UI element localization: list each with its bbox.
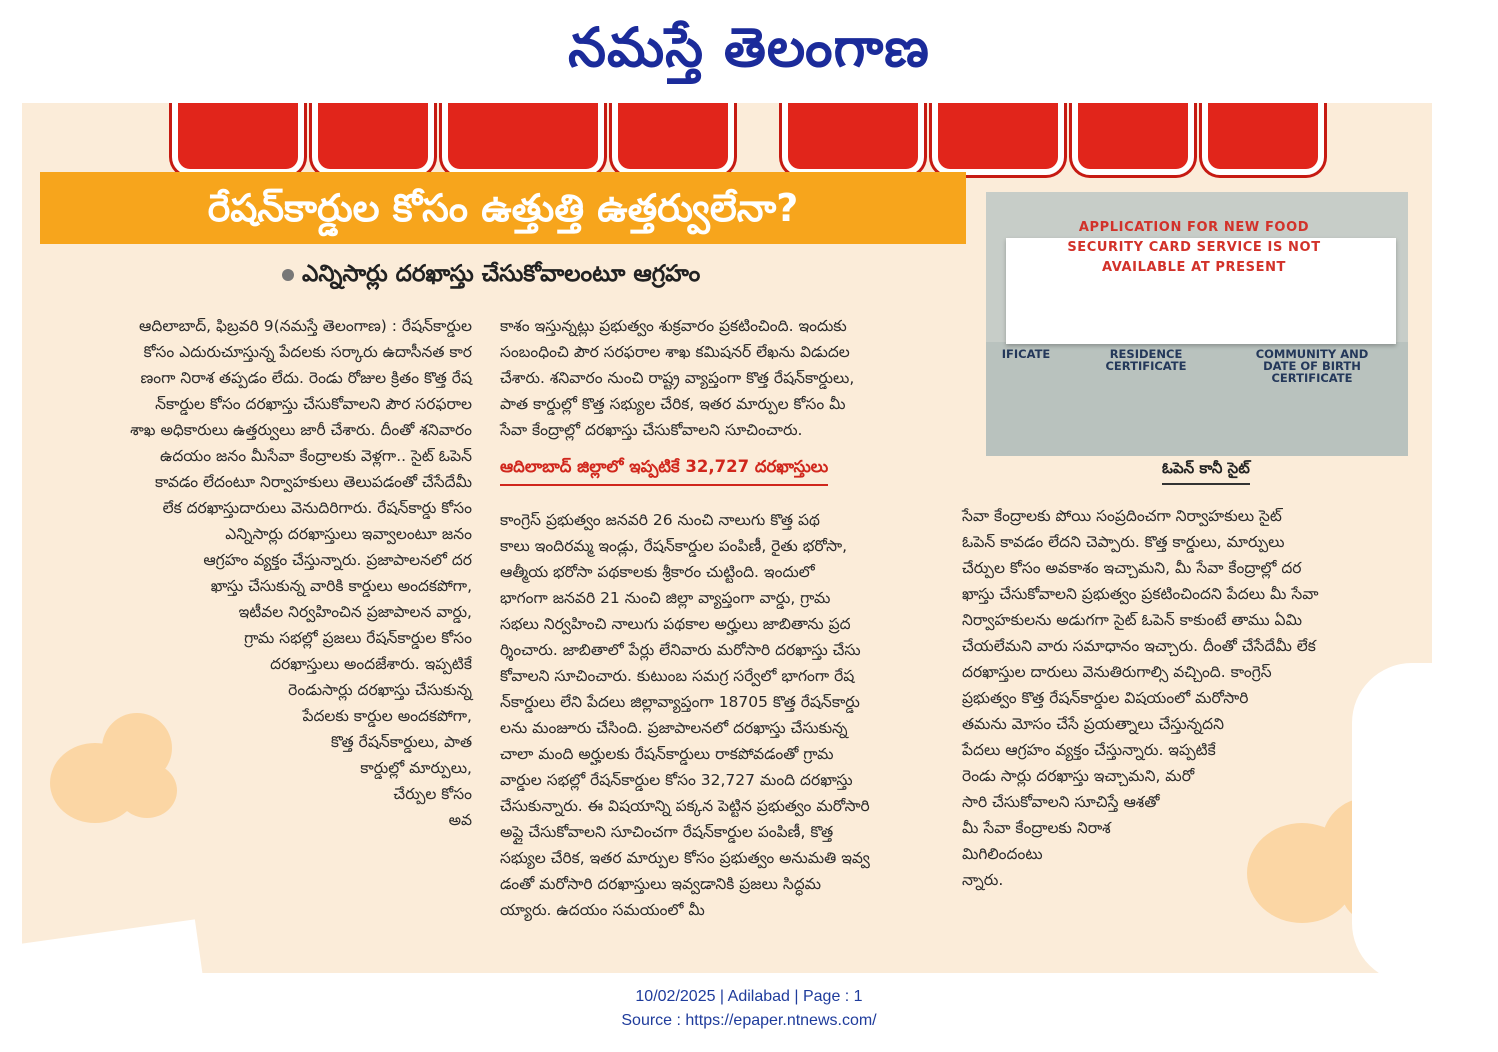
photo-notice-text: [1014, 218, 1374, 278]
text-line: మిగిలిందంటు: [962, 845, 1043, 863]
label-line: COMMUNITY AND: [1255, 347, 1369, 361]
text-line: అప్లై చేసుకోవాలని సూచించగా రేషన్‌కార్డుల పంపిణీ, కొత్త: [500, 823, 834, 841]
label-line: DATE OF BIRTH: [1263, 359, 1361, 373]
text-line: సభ్యుల చేరిక, ఇతర మార్పుల కోసం ప్రభుత్వం అనుమతి ఇవ్వ: [500, 849, 870, 867]
text-line: మీ సేవా కేంద్రాలకు నిరాశ: [962, 819, 1111, 837]
text-line: నిర్వాహకులను అడుగగా సైట్ ఓపెన్ కాకుంటే తాము ఏమి: [962, 611, 1302, 629]
text-line: డంతో మరోసారి దరఖాస్తులు ఇవ్వడానికి ప్రజలు సిద్ధమ: [500, 875, 822, 893]
article-clipping: [22, 103, 1432, 973]
text-line: ప్రభుత్వం కొత్త రేషన్‌కార్డుల విషయంలో మరోసారి: [962, 689, 1249, 707]
text-line: రెండుసార్లు దరఖాస్తు చేసుకున్న: [288, 681, 472, 699]
red-banner-graphic: [172, 103, 1322, 183]
text-line: చేర్పుల కోసం: [393, 785, 472, 803]
text-line: తమను మోసం చేసే ప్రయత్నాలు చేస్తున్నదని: [962, 715, 1224, 733]
text-line: ఓపెన్ కావడం లేదని చెప్పారు. కొత్త కార్డులు, మార్పులు: [962, 533, 1285, 551]
text-line: పేదలు ఆగ్రహం వ్యక్తం చేస్తున్నారు. ఇప్పటికే: [962, 741, 1216, 759]
photo-label-left: IFICATE: [1001, 347, 1051, 361]
text-line: ఉదయం జనం మీసేవా కేంద్రాలకు వెళ్లగా.. సైట్ ఓపెన్: [159, 447, 472, 465]
text-line: కాశం ఇస్తున్నట్లు ప్రభుత్వం శుక్రవారం ప్రకటించింది. ఇందుకు: [500, 317, 847, 335]
text-line: రెండు సార్లు దరఖాస్తు ఇచ్చామని, మరో: [962, 767, 1195, 785]
label-line: RESIDENCE: [1109, 347, 1183, 361]
text-line: పాత కార్డుల్లో కొత్త సభ్యుల చేరిక, ఇతర మార్పుల కోసం మీ: [500, 395, 846, 413]
footer-page-info: 10/02/2025 | Adilabad | Page : 1: [635, 988, 863, 1005]
highlight-subheading: ఆదిలాబాద్ జిల్లాలో ఇప్పటికే 32,727 దరఖాస్తులు: [500, 457, 828, 486]
notice-line: SECURITY CARD SERVICE IS NOT: [1067, 240, 1321, 255]
headline-bar: [40, 172, 966, 244]
text-line: ర్శించారు. జాబితాలో పేర్లు లేనివారు మరోసారి దరఖాస్తు చేసు: [500, 641, 861, 659]
text-line: య్యారు. ఉదయం సమయంలో మీ: [500, 901, 705, 919]
article-column-3: [962, 503, 1402, 893]
text-line: చేసుకున్నారు. ఈ విషయాన్ని పక్కన పెట్టిన ప్రభుత్వం మరోసారి: [500, 797, 870, 815]
text-line: కాంగ్రెస్ ప్రభుత్వం జనవరి 26 నుంచి నాలుగు కొత్త పథ: [500, 511, 820, 529]
text-line: న్నారు.: [962, 871, 1004, 889]
text-line: చేయలేమని వారు సమాధానం ఇచ్చారు. దీంతో చేసేదేమీ లేక: [962, 637, 1316, 655]
photo-caption: ఓపెన్ కానీ సైట్: [1162, 459, 1250, 485]
text-line: ఖాస్తు చేసుకున్న వారికి కార్డులు అందకపోగా,: [210, 577, 472, 595]
text-line: ఎన్నిసార్లు దరఖాస్తులు ఇవ్వాలంటూ జనం: [225, 525, 472, 543]
text-line: భాగంగా జనవరి 21 నుంచి జిల్లా వ్యాప్తంగా వార్డు, గ్రామ: [500, 589, 831, 607]
text-line: ఆదిలాబాద్, ఫిబ్రవరి 9(నమస్తే తెలంగాణ) : రేషన్‌కార్డుల: [139, 317, 472, 335]
text-line: ఆత్మీయ భరోసా పథకాలకు శ్రీకారం చుట్టింది. ఇందులో: [500, 563, 815, 581]
photo-label-mid: [1086, 348, 1206, 372]
article-photo: [986, 192, 1408, 456]
text-line: కావడం లేదంటూ నిర్వాహకులు తెలుపడంతో చేసేదేమీ: [155, 473, 472, 491]
bullet-icon: [282, 269, 294, 281]
text-line: వార్డుల సభల్లో రేషన్‌కార్డుల కోసం 32,727 మంది దరఖాస్తు: [500, 771, 853, 789]
text-line: న్‌కార్డుల కోసం దరఖాస్తు చేసుకోవాలని పౌర సరఫరాల: [155, 395, 472, 413]
text-line: దరఖాస్తులు అందజేశారు. ఇప్పటికే: [270, 655, 472, 673]
decor-corner-left: [22, 919, 203, 973]
text-line: సారి చేసుకోవాలని సూచిస్తే ఆశతో: [962, 793, 1160, 811]
photo-label-right: [1232, 348, 1392, 384]
article-column-1: [52, 313, 472, 833]
notice-line: APPLICATION FOR NEW FOOD: [1078, 220, 1310, 235]
text-line: చేశారు. శనివారం నుంచి రాష్ట్ర వ్యాప్తంగా కొత్త రేషన్‌కార్డులు,: [500, 369, 855, 387]
text-line: లేక దరఖాస్తుదారులు వెనుదిరిగారు. రేషన్‌కార్డు కోసం: [162, 499, 472, 517]
text-line: శాఖ అధికారులు ఉత్తర్వులు జారీ చేశారు. దీంతో శనివారం: [130, 421, 472, 439]
article-headline: రేషన్‌కార్డుల కోసం ఉత్తుత్తి ఉత్తర్వులేనా?: [207, 186, 799, 230]
text-line: ఇటీవల నిర్వహించిన ప్రజాపాలన వార్డు,: [238, 603, 472, 621]
text-line: న్‌కార్డులు లేని పేదలు జిల్లావ్యాప్తంగా 18705 కొత్త రేషన్‌కార్డు: [500, 693, 860, 711]
text-line: ణంగా నిరాశ తప్పడం లేదు. రెండు రోజుల క్రితం కొత్త రేష: [140, 369, 472, 387]
text-line: చేర్పుల కోసం అవకాశం ఇచ్చామని, మీ సేవా కేంద్రాల్లో దర: [962, 559, 1302, 577]
article-subheadline: [282, 261, 882, 293]
text-line: పేదలకు కార్డుల అందకపోగా,: [302, 707, 472, 725]
text-line: ఆగ్రహం వ్యక్తం చేస్తున్నారు. ప్రజాపాలనలో దర: [203, 551, 472, 569]
text-line: ఖాస్తు చేసుకోవాలని ప్రభుత్వం ప్రకటించిందని పేదలు మీ సేవా: [962, 585, 1319, 603]
text-line: కోసం ఎదురుచూస్తున్న పేదలకు సర్కారు ఉదాసీనత కార: [143, 343, 472, 361]
text-line: కాలు ఇందిరమ్మ ఇండ్లు, రేషన్‌కార్డుల పంపిణీ, రైతు భరోసా,: [500, 537, 848, 555]
text-line: సేవా కేంద్రాలకు పోయి సంప్రదించగా నిర్వాహకులు సైట్: [962, 507, 1282, 525]
subheadline-text: ఎన్నిసార్లు దరఖాస్తు చేసుకోవాలంటూ ఆగ్రహం: [302, 261, 701, 287]
label-line: CERTIFICATE: [1105, 359, 1187, 373]
notice-line: AVAILABLE AT PRESENT: [1101, 260, 1287, 275]
text-line: చాలా మంది అర్హులకు రేషన్‌కార్డులు రాకపోవడంతో గ్రామ: [500, 745, 834, 763]
text-line: కోవాలని సూచించారు. కుటుంబ సమగ్ర సర్వేలో భాగంగా రేష: [500, 667, 855, 685]
masthead-title: నమస్తే తెలంగాణ: [568, 15, 930, 79]
text-line: లను మంజూరు చేసింది. ప్రజాపాలనలో దరఖాస్తు చేసుకున్న: [500, 719, 848, 737]
text-line: సభలు నిర్వహించి నాలుగు పథకాల అర్హులు జాబితాను ప్రద: [500, 615, 851, 633]
text-line: సంబంధించి పౌర సరఫరాల శాఖ కమిషనర్ లేఖను విడుదల: [500, 343, 850, 361]
text-line: కార్డుల్లో మార్పులు,: [360, 759, 472, 777]
text-line: అవ: [448, 811, 472, 829]
footer-source-link[interactable]: Source : https://epaper.ntnews.com/: [621, 1012, 877, 1029]
text-line: గ్రామ సభల్లో ప్రజలు రేషన్‌కార్డుల కోసం: [244, 629, 472, 647]
article-column-2-bottom: [500, 507, 930, 923]
label-line: CERTIFICATE: [1271, 371, 1353, 385]
article-column-2-top: [500, 313, 930, 443]
text-line: దరఖాస్తుల దారులు వెనుతిరుగాల్సి వచ్చింది. కాంగ్రెస్: [962, 663, 1272, 681]
text-line: కొత్త రేషన్‌కార్డులు, పాత: [330, 733, 472, 751]
text-line: సేవా కేంద్రాల్లో దరఖాస్తు చేసుకోవాలని సూచించారు.: [500, 421, 803, 439]
